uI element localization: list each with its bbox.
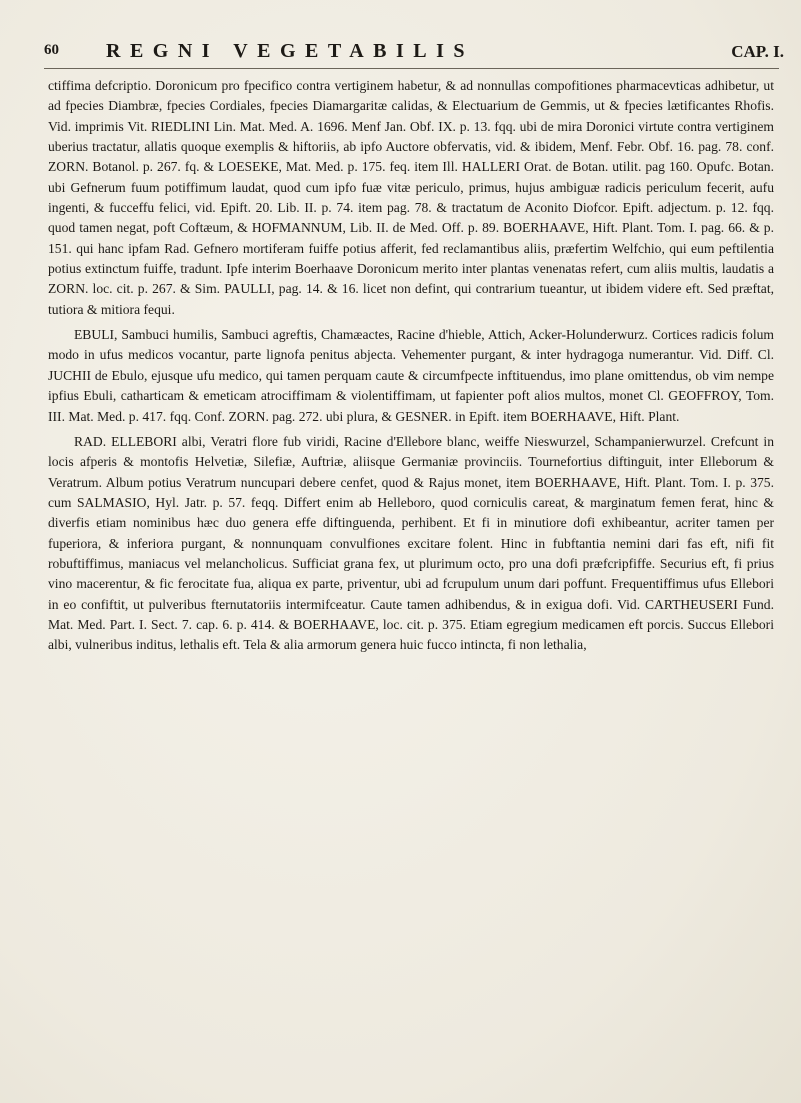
- body-text: [48, 76, 774, 656]
- paragraph-doronicum: ctiffima defcriptio. Doronicum pro fpecifico contra vertiginem habetur, & ad nonnullas compofitiones pharmacevticas adhibetur, ut ad fpecies Diambræ, fpecies Cordiales, fpecies Diamargaritæ calidas, & Electuarium de Gemmis, ut & fpecies lætificantes Rhofis. Vid. imprimis Vit. RIEDLINI Lin. Mat. Med. A. 1696. Menf Jan. Obf. IX. p. 13. fqq. ubi de mira Doronici virtute contra vertiginem uberius tractatur, allatis quoque exemplis & hiftoriis, ab ipfo Auctore obfervatis, vid. & ibidem, Menf. Febr. Obf. 16. pag. 78. conf. ZORN. Botanol. p. 267. fq. & LOESEKE, Mat. Med. p. 175. feq. item Ill. HALLERI Orat. de Botan. utilit. pag 160. Opufc. Botan. ubi Gefnerum fuum potiffimum laudat, quod cum ipfo fuæ vitæ periculo, primus, hujus ambiguæ radicis periculum fecerit, aufu ingenti, & fucceffu felici, vid. Epift. 20. Lib. II. p. 74. item pag. 78. & tractatum de Aconito Diofcor. Epift. adjectum. p. 12. fqq. quod tamen negat, poft Coftæum, & HOFMANNUM, Lib. II. de Med. Off. p. 89. BOERHAAVE, Hift. Plant. Tom. I. pag. 66. & p. 151. qui hanc ipfam Rad. Gefnero mortiferam fuiffe potius afferit, fed reclamantibus aliis, præfertim Welfchio, qui eum peftilentia potius extinctum fuiffe, tradunt. Ipfe interim Boerhaave Doronicum merito inter plantas venenatas refert, cum aliis multis, laudatis a ZORN. loc. cit. p. 267. & Sim. PAULLI, pag. 14. & 16. licet non defint, qui contrarium tueantur, ut ibidem videre eft. Sed præftat, tutiora & mitiora fequi.: [48, 78, 774, 317]
- header-rule: [44, 68, 779, 69]
- paragraph-ebulus: EBULI, Sambuci humilis, Sambuci agreftis, Chamæactes, Racine d'hieble, Attich, Acker-Holunderwurz. Cortices radicis folum modo in ufus medicos vocantur, parte lignofa penitus abjecta. Vehementer purgant, & inter hydragoga numerantur. Vid. Diff. Cl. JUCHII de Ebulo, ejusque ufu medico, qui tamen perquam caute & circumfpecte inftituendus, imo plane omittendus, ob vim nempe ipfius Ebuli, catharticam & emeticam atrociffimam & violentiffimam, ut fapienter poft alios multos, monet Cl. GEOFFROY, Tom. III. Mat. Med. p. 417. fqq. Conf. ZORN. pag. 272. ubi plura, & GESNER. in Epift. item BOERHAAVE, Hift. Plant.: [48, 327, 774, 424]
- page-header: [44, 40, 784, 68]
- chapter-label: CAP. I.: [731, 42, 784, 61]
- paragraph-elleborus-albus: RAD. ELLEBORI albi, Veratri flore fub viridi, Racine d'Ellebore blanc, weiffe Nieswurzel, Schampanierwurzel. Crefcunt in locis afperis & montofis Helvetiæ, Silefiæ, Auftriæ, aliisque Germaniæ provinciis. Tournefortius diftinguit, inter Elleborum & Veratrum. Album potius Veratrum nuncupari debere cenfet, quod & Rajus monet, item BOERHAAVE, Hift. Plant. Tom. I. p. 375. cum SALMASIO, Hyl. Jatr. p. 57. feqq. Differt enim ab Helleboro, quod corniculis careat, & marginatum femen ferat, hinc & diverfis etiam nominibus hæc duo genera effe diftinguenda, perhibent. Et fi in minutiore dofi exhibeantur, acriter tamen per fuperiora, & inferiora purgant, & nonnunquam convulfiones excitare folent. Hinc in fubftantia nemini dari fas eft, nifi fit robuftiffimus, maniacus vel melancholicus. Sufficiat grana fex, ut plurimum octo, pro una dofi præfcripfiffe. Securius eft, fi prius vino macerentur, & fic ferocitate fua, aliqua ex parte, priventur, ubi ad fcrupulum unum dari poffunt. Frequentiffimus ufus Ellebori in eo confiftit, ut pulveribus fternutatoriis intermifceatur. Caute tamen adhibendus, & in exigua dofi. Vid. CARTHEUSERI Fund. Mat. Med. Part. I. Sect. 7. cap. 6. p. 414. & BOERHAAVE, loc. cit. p. 375. Etiam egregium medicamen eft porcis. Succus Ellebori albi, vulneribus inditus, lethalis eft. Tela & alia armorum genera huic fucco intincta, fi non lethalia,: [48, 433, 774, 653]
- running-title: REGNI VEGETABILIS: [106, 40, 475, 62]
- page-number: 60: [44, 42, 59, 58]
